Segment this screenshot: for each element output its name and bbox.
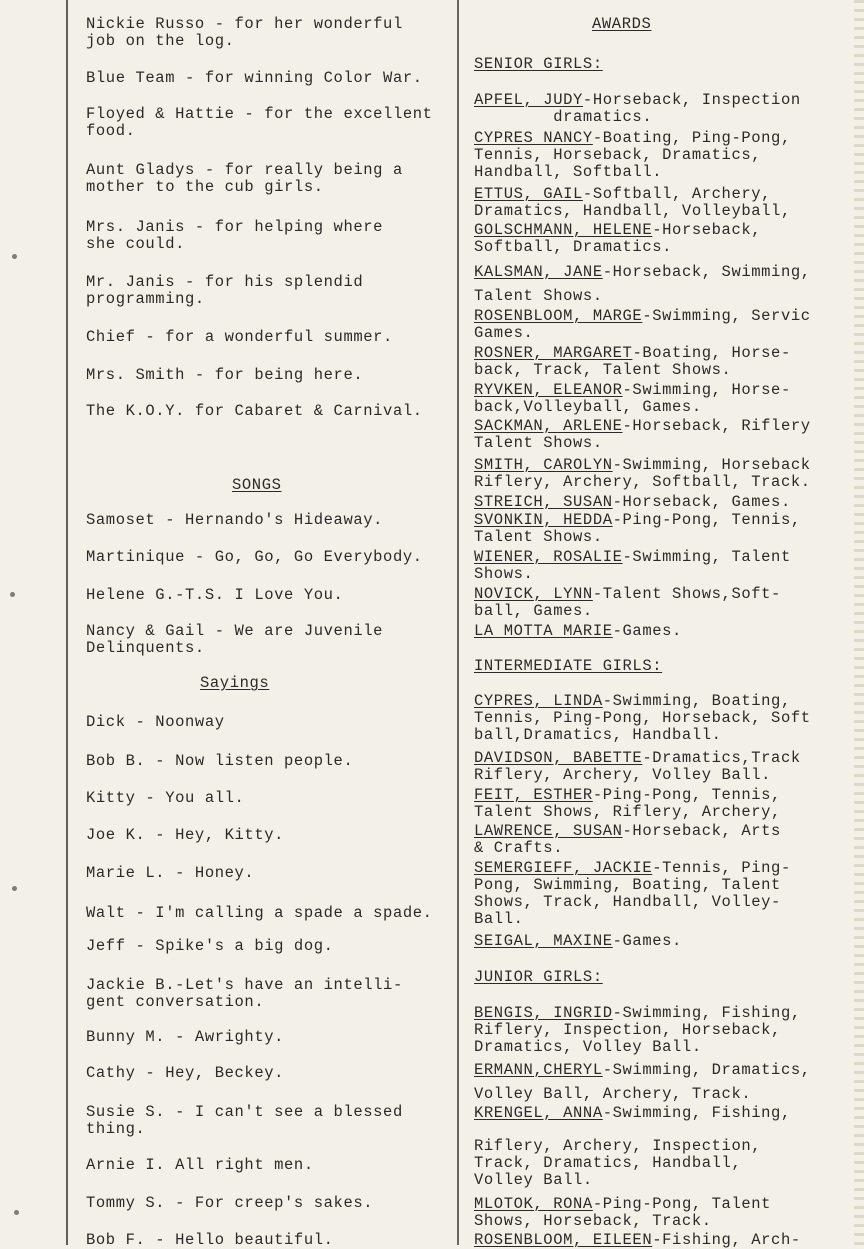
awards-title: AWARDS	[592, 15, 652, 33]
senior-girls-heading: SENIOR GIRLS:	[474, 55, 603, 73]
award-activities-line: Talent Shows, Riflery, Archery,	[474, 803, 781, 821]
award-activities: -Talent Shows,Soft-	[592, 585, 781, 603]
award-girl-name: SEIGAL, MAXINE	[474, 932, 613, 950]
thanks-line: she could.	[86, 235, 186, 253]
award-activities-line: ball, Games.	[474, 602, 593, 620]
award-girl-name: SEMERGIEFF, JACKIE	[474, 859, 653, 877]
award-activities: -Games.	[612, 932, 682, 950]
punch-hole	[10, 592, 15, 597]
award-activities: -Fishing, Arch-	[652, 1231, 801, 1249]
thanks-line: Mr. Janis - for his splendid	[86, 273, 364, 291]
award-entry	[474, 457, 811, 474]
award-activities: -Swimming, Horseback	[612, 456, 811, 474]
thanks-line: programming.	[86, 290, 205, 308]
saying-line: Bunny M. - Awrighty.	[86, 1028, 285, 1046]
thanks-line: Mrs. Janis - for helping where	[86, 218, 384, 236]
saying-line: thing.	[86, 1120, 146, 1138]
award-entry	[474, 382, 791, 399]
award-activities-line: Riflery, Archery, Volley Ball.	[474, 766, 772, 784]
punch-hole	[12, 886, 17, 891]
award-activities: -Swimming, Talent	[622, 548, 791, 566]
junior-girls-heading: JUNIOR GIRLS:	[474, 968, 603, 986]
song-line: Martinique - Go, Go, Go Everybody.	[86, 548, 423, 566]
saying-line: Bob B. - Now listen people.	[86, 752, 354, 770]
thanks-line: food.	[86, 122, 136, 140]
award-activities: -Dramatics,Track	[642, 749, 801, 767]
award-activities-line: dramatics.	[474, 108, 653, 126]
award-activities-line: Riflery, Archery, Softball, Track.	[474, 473, 811, 491]
award-entry	[474, 787, 781, 804]
award-girl-name: KALSMAN, JANE	[474, 263, 603, 281]
award-activities-line: Dramatics, Volley Ball.	[474, 1038, 702, 1056]
award-activities-line: Talent Shows.	[474, 287, 603, 305]
award-activities-line: back,Volleyball, Games.	[474, 398, 702, 416]
song-line: Delinquents.	[86, 639, 205, 657]
award-activities: -Softball, Archery,	[582, 185, 772, 203]
saying-line: Susie S. - I can't see a blessed	[86, 1103, 403, 1121]
intermediate-girls-heading: INTERMEDIATE GIRLS:	[474, 657, 663, 675]
award-activities: -Swimming, Servic	[642, 307, 811, 325]
award-activities-line: & Crafts.	[474, 839, 564, 857]
award-entry	[474, 1232, 801, 1249]
award-girl-name: GOLSCHMANN, HELENE	[474, 221, 653, 239]
thanks-line: Chief - for a wonderful summer.	[86, 328, 393, 346]
award-activities-line: Games.	[474, 324, 534, 342]
award-activities-line: Tennis, Horseback, Dramatics,	[474, 146, 762, 164]
award-activities: -Horseback, Arts	[622, 822, 781, 840]
award-activities-line: Dramatics, Handball, Volleyball,	[474, 202, 791, 220]
thanks-line: Nickie Russo - for her wonderful	[86, 15, 403, 33]
thanks-line: The K.O.Y. for Cabaret & Carnival.	[86, 402, 423, 420]
award-girl-name: LA MOTTA MARIE	[474, 622, 613, 640]
award-girl-name: ROSENBLOOM, MARGE	[474, 307, 643, 325]
award-activities-line: Ball.	[474, 910, 524, 928]
award-girl-name: ROSENBLOOM, EILEEN	[474, 1231, 653, 1249]
saying-line: Marie L. - Honey.	[86, 864, 255, 882]
award-activities-line: Pong, Swimming, Boating, Talent	[474, 876, 781, 894]
award-activities: -Swimming, Dramatics,	[602, 1061, 811, 1079]
award-activities: -Swimming, Fishing,	[602, 1104, 791, 1122]
award-activities-line: Volley Ball.	[474, 1171, 593, 1189]
award-entry	[474, 130, 791, 147]
award-girl-name: LAWRENCE, SUSAN	[474, 822, 623, 840]
award-entry	[474, 586, 781, 603]
award-activities-line: Handball, Softball.	[474, 163, 663, 181]
award-activities: -Boating, Horse-	[632, 344, 791, 362]
award-girl-name: NOVICK, LYNN	[474, 585, 593, 603]
award-entry	[474, 1062, 811, 1079]
award-activities: -Ping-Pong, Talent	[592, 1195, 772, 1213]
award-entry	[474, 494, 791, 511]
column-divider-rule	[457, 0, 459, 1245]
saying-line: gent conversation.	[86, 993, 265, 1011]
thanks-line: mother to the cub girls.	[86, 178, 324, 196]
thanks-line: Blue Team - for winning Color War.	[86, 69, 423, 87]
award-activities-line: Riflery, Inspection, Horseback,	[474, 1021, 781, 1039]
award-entry	[474, 92, 801, 109]
saying-line: Jackie B.-Let's have an intelli-	[86, 976, 403, 994]
award-entry	[474, 418, 811, 435]
award-activities-line: Shows, Horseback, Track.	[474, 1212, 712, 1230]
award-activities-line: Riflery, Archery, Inspection,	[474, 1137, 762, 1155]
award-activities-line: Track, Dramatics, Handball,	[474, 1154, 742, 1172]
award-entry	[474, 823, 781, 840]
thanks-line: Floyed & Hattie - for the excellent	[86, 105, 433, 123]
award-entry	[474, 693, 791, 710]
saying-line: Dick - Noonway	[86, 713, 225, 731]
saying-line: Arnie I. All right men.	[86, 1156, 314, 1174]
song-line: Samoset - Hernando's Hideaway.	[86, 511, 384, 529]
award-entry	[474, 186, 771, 203]
thanks-line: job on the log.	[86, 32, 235, 50]
award-entry	[474, 750, 801, 767]
award-girl-name: CYPRES, LINDA	[474, 692, 603, 710]
award-activities: -Tennis, Ping-	[652, 859, 791, 877]
award-activities-line: Volley Ball, Archery, Track.	[474, 1085, 752, 1103]
award-activities-line: back, Track, Talent Shows.	[474, 361, 732, 379]
award-activities: -Swimming, Horse-	[622, 381, 791, 399]
award-activities: -Horseback, Games.	[612, 493, 791, 511]
award-girl-name: ETTUS, GAIL	[474, 185, 583, 203]
award-girl-name: RYVKEN, ELEANOR	[474, 381, 623, 399]
award-girl-name: ERMANN,CHERYL	[474, 1061, 603, 1079]
award-entry	[474, 308, 811, 325]
award-entry	[474, 860, 791, 877]
award-girl-name: SMITH, CAROLYN	[474, 456, 613, 474]
thanks-line: Mrs. Smith - for being here.	[86, 366, 364, 384]
award-activities-line: ball,Dramatics, Handball.	[474, 726, 722, 744]
award-activities: -Swimming, Boating,	[602, 692, 791, 710]
award-activities-line: Shows, Track, Handball, Volley-	[474, 893, 781, 911]
award-activities: -Ping-Pong, Tennis,	[592, 786, 781, 804]
award-girl-name: ROSNER, MARGARET	[474, 344, 633, 362]
award-activities: -Horseback, Inspection	[582, 91, 801, 109]
left-margin-rule	[66, 0, 68, 1245]
award-activities-line: Talent Shows.	[474, 528, 603, 546]
punch-hole	[14, 1210, 19, 1215]
award-activities: -Swimming, Fishing,	[612, 1004, 801, 1022]
award-girl-name: BENGIS, INGRID	[474, 1004, 613, 1022]
award-girl-name: FEIT, ESTHER	[474, 786, 593, 804]
award-girl-name: SACKMAN, ARLENE	[474, 417, 623, 435]
award-entry	[474, 222, 761, 239]
song-line: Nancy & Gail - We are Juvenile	[86, 622, 384, 640]
award-girl-name: CYPRES NANCY	[474, 129, 593, 147]
award-activities-line: Shows.	[474, 565, 534, 583]
thanks-line: Aunt Gladys - for really being a	[86, 161, 403, 179]
saying-line: Tommy S. - For creep's sakes.	[86, 1194, 374, 1212]
songs-heading: SONGS	[232, 476, 282, 494]
award-entry	[474, 345, 791, 362]
saying-line: Walt - I'm calling a spade a spade.	[86, 904, 433, 922]
award-girl-name: MLOTOK, RONA	[474, 1195, 593, 1213]
award-entry	[474, 549, 791, 566]
award-activities: -Horseback, Swimming,	[602, 263, 811, 281]
award-entry	[474, 512, 801, 529]
saying-line: Kitty - You all.	[86, 789, 245, 807]
sayings-heading: Sayings	[200, 674, 270, 692]
award-activities-line: Softball, Dramatics.	[474, 238, 673, 256]
award-entry	[474, 623, 682, 640]
award-girl-name: SVONKIN, HEDDA	[474, 511, 613, 529]
award-entry	[474, 1196, 771, 1213]
song-line: Helene G.-T.S. I Love You.	[86, 586, 344, 604]
award-activities: -Horseback,	[652, 221, 762, 239]
award-girl-name: KRENGEL, ANNA	[474, 1104, 603, 1122]
award-girl-name: DAVIDSON, BABETTE	[474, 749, 643, 767]
award-activities: -Games.	[612, 622, 682, 640]
saying-line: Jeff - Spike's a big dog.	[86, 937, 334, 955]
award-entry	[474, 1105, 791, 1122]
saying-line: Joe K. - Hey, Kitty.	[86, 826, 285, 844]
award-entry	[474, 933, 682, 950]
saying-line: Bob F. - Hello beautiful.	[86, 1231, 334, 1249]
award-girl-name: STREICH, SUSAN	[474, 493, 613, 511]
award-activities-line: Talent Shows.	[474, 434, 603, 452]
award-girl-name: APFEL, JUDY	[474, 91, 583, 109]
award-activities-line: Tennis, Ping-Pong, Horseback, Soft	[474, 709, 811, 727]
award-activities: -Horseback, Riflery	[622, 417, 811, 435]
award-girl-name: WIENER, ROSALIE	[474, 548, 623, 566]
award-entry	[474, 264, 811, 281]
award-entry	[474, 1005, 801, 1022]
award-activities: -Boating, Ping-Pong,	[592, 129, 791, 147]
torn-right-edge	[854, 0, 864, 1245]
punch-hole	[12, 254, 17, 259]
award-activities: -Ping-Pong, Tennis,	[612, 511, 801, 529]
saying-line: Cathy - Hey, Beckey.	[86, 1064, 285, 1082]
